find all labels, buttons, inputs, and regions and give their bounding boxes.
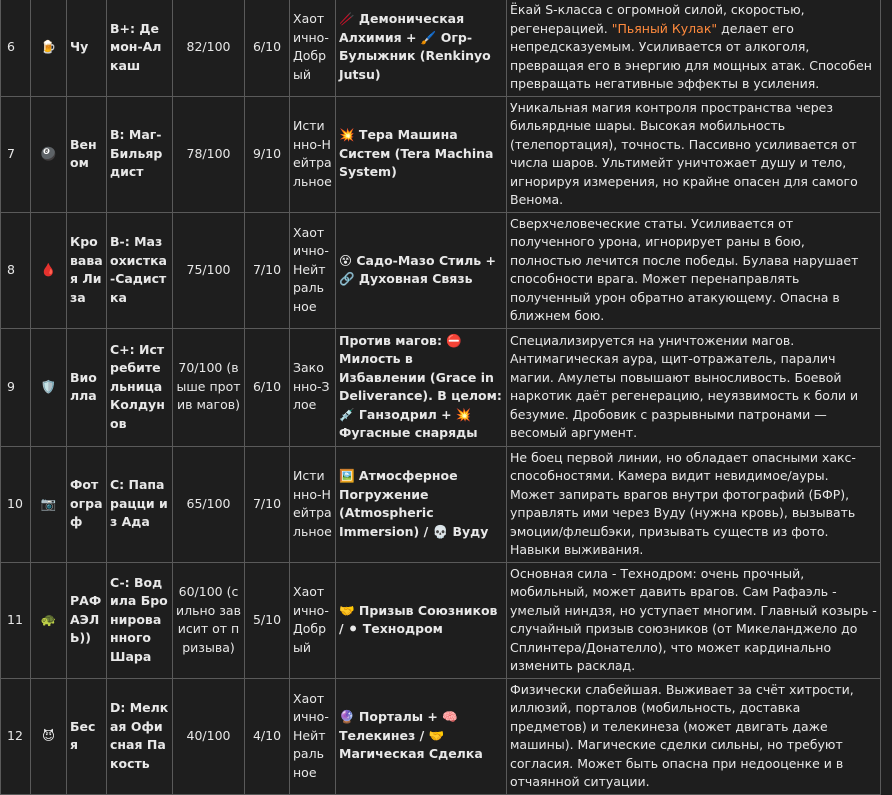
alignment: Истинно-Нейтральное xyxy=(290,96,336,212)
table-row xyxy=(1,212,881,328)
character-rank: C+: Истребительница Колдунов xyxy=(107,328,173,446)
row-number: 6 xyxy=(1,0,31,96)
character-icon: 📷 xyxy=(31,446,67,562)
character-icon: 🩸 xyxy=(31,212,67,328)
abilities: 🔮 Порталы + 🧠 Телекинез / 🤝 Магическая Сделка xyxy=(336,678,507,794)
mobility-rating: 4/10 xyxy=(245,678,290,794)
power-rating: 60/100 (сильно зависит от призыва) xyxy=(173,562,245,678)
character-icon: 🎱 xyxy=(31,96,67,212)
row-number: 12 xyxy=(1,678,31,794)
table-row xyxy=(1,0,881,96)
character-name: Фотограф xyxy=(67,446,107,562)
description: Сверхчеловеческие статы. Усиливается от полученного урона, игнорирует раны в бою, полностью лечится после победы. Булава нарушает способности врага. Может перенаправлять полученный урон обратно атакующему. Опасна в ближнем бою. xyxy=(507,212,881,328)
table-row xyxy=(1,562,881,678)
table-row xyxy=(1,96,881,212)
character-rank: C: Папарацци из Ада xyxy=(107,446,173,562)
character-rank: B+: Демон-Алкаш xyxy=(107,0,173,96)
character-rank: D: Мелкая Офисная Пакость xyxy=(107,678,173,794)
character-name: Кровавая Лиза xyxy=(67,212,107,328)
description: Уникальная магия контроля пространства через бильярдные шары. Высокая мобильность (телепортация), точность. Пассивно усиливается от числа шаров. Ультимейт уничтожает душу и тело, игнорируя измерения, но крайне опасен для самого Венома. xyxy=(507,96,881,212)
character-rank: B: Маг-Бильярдист xyxy=(107,96,173,212)
table-row xyxy=(1,328,881,446)
alignment: Хаотично-Добрый xyxy=(290,0,336,96)
character-rank: B-: Мазохистка-Садистка xyxy=(107,212,173,328)
row-number: 8 xyxy=(1,212,31,328)
table-row xyxy=(1,678,881,794)
description: Ёкай S-класса с огромной силой, скоростью, регенерацией. "Пьяный Кулак" делает его непредсказуемым. Усиливается от алкоголя, превращая его в энергию для мощных атак. Способен превращать негативные эффекты в усиления. xyxy=(507,0,881,96)
mobility-rating: 7/10 xyxy=(245,446,290,562)
character-icon: 🍺 xyxy=(31,0,67,96)
row-number: 11 xyxy=(1,562,31,678)
abilities: 🥢 Демоническая Алхимия + 🖌️ Огр-Булыжник (Renkinyo Jutsu) xyxy=(336,0,507,96)
character-name: Веном xyxy=(67,96,107,212)
mobility-rating: 6/10 xyxy=(245,328,290,446)
abilities: 🤝 Призыв Союзников / ⚫ Технодром xyxy=(336,562,507,678)
character-icon: 🛡️ xyxy=(31,328,67,446)
power-rating: 40/100 xyxy=(173,678,245,794)
highlight-text: "Пьяный Кулак" xyxy=(611,20,718,36)
alignment: Хаотично-Нейтральное xyxy=(290,678,336,794)
mobility-rating: 5/10 xyxy=(245,562,290,678)
row-number: 7 xyxy=(1,96,31,212)
alignment: Хаотично-Добрый xyxy=(290,562,336,678)
abilities: 🖼️ Атмосферное Погружение (Atmospheric Immersion) / 💀 Вуду xyxy=(336,446,507,562)
character-rank: C-: Водила Бронированного Шара xyxy=(107,562,173,678)
mobility-rating: 7/10 xyxy=(245,212,290,328)
description: Не боец первой линии, но обладает опасными хакс-способностями. Камера видит невидимое/ауры. Может запирать врагов внутри фотографий (БФР), управлять ими через Вуду (нужна кровь), вызывать эмоции/флешбэки, призывать существ из фото. Навыки выживания. xyxy=(507,446,881,562)
power-rating: 75/100 xyxy=(173,212,245,328)
abilities: Против магов: ⛔ Милость в Избавлении (Grace in Deliverance). В целом: 💉 Ганзодрил + 💥 Фугасные снаряды xyxy=(336,328,507,446)
description: Специализируется на уничтожении магов. Антимагическая аура, щит-отражатель, паралич магии. Амулеты повышают выносливость. Боевой наркотик даёт регенерацию, неуязвимость к боли и безумие. Дробовик с разрывными патронами — весомый аргумент. xyxy=(507,328,881,446)
abilities: 😵 Садо-Мазо Стиль + 🔗 Духовная Связь xyxy=(336,212,507,328)
character-name: Виолла xyxy=(67,328,107,446)
character-icon: 🐢 xyxy=(31,562,67,678)
character-name: Беся xyxy=(67,678,107,794)
power-rating: 78/100 xyxy=(173,96,245,212)
mobility-rating: 9/10 xyxy=(245,96,290,212)
row-number: 10 xyxy=(1,446,31,562)
alignment: Законно-Злое xyxy=(290,328,336,446)
character-icon: 😈 xyxy=(31,678,67,794)
table-row xyxy=(1,446,881,562)
alignment: Хаотично-Нейтральное xyxy=(290,212,336,328)
power-rating: 82/100 xyxy=(173,0,245,96)
row-number: 9 xyxy=(1,328,31,446)
power-rating: 70/100 (выше против магов) xyxy=(173,328,245,446)
power-rating: 65/100 xyxy=(173,446,245,562)
abilities: 💥 Тера Машина Систем (Tera Machina System) xyxy=(336,96,507,212)
character-name: Чу xyxy=(67,0,107,96)
alignment: Истинно-Нейтральное xyxy=(290,446,336,562)
description: Основная сила - Технодром: очень прочный, мобильный, может давить врагов. Сам Рафаэль - умелый ниндзя, но уступает многим. Главный козырь - случайный призыв союзников (от Микеланджело до Сплинтера/Донателло), что может кардинально изменить расклад. xyxy=(507,562,881,678)
character-name: РАФАЭЛЬ)) xyxy=(67,562,107,678)
description: Физически слабейшая. Выживает за счёт хитрости, иллюзий, порталов (мобильность, доставка предметов) и телекинеза (может двигать даже машины). Магические сделки сильны, но требуют согласия. Может быть опасна при недооценке и в отчаянной ситуации. xyxy=(507,678,881,794)
mobility-rating: 6/10 xyxy=(245,0,290,96)
